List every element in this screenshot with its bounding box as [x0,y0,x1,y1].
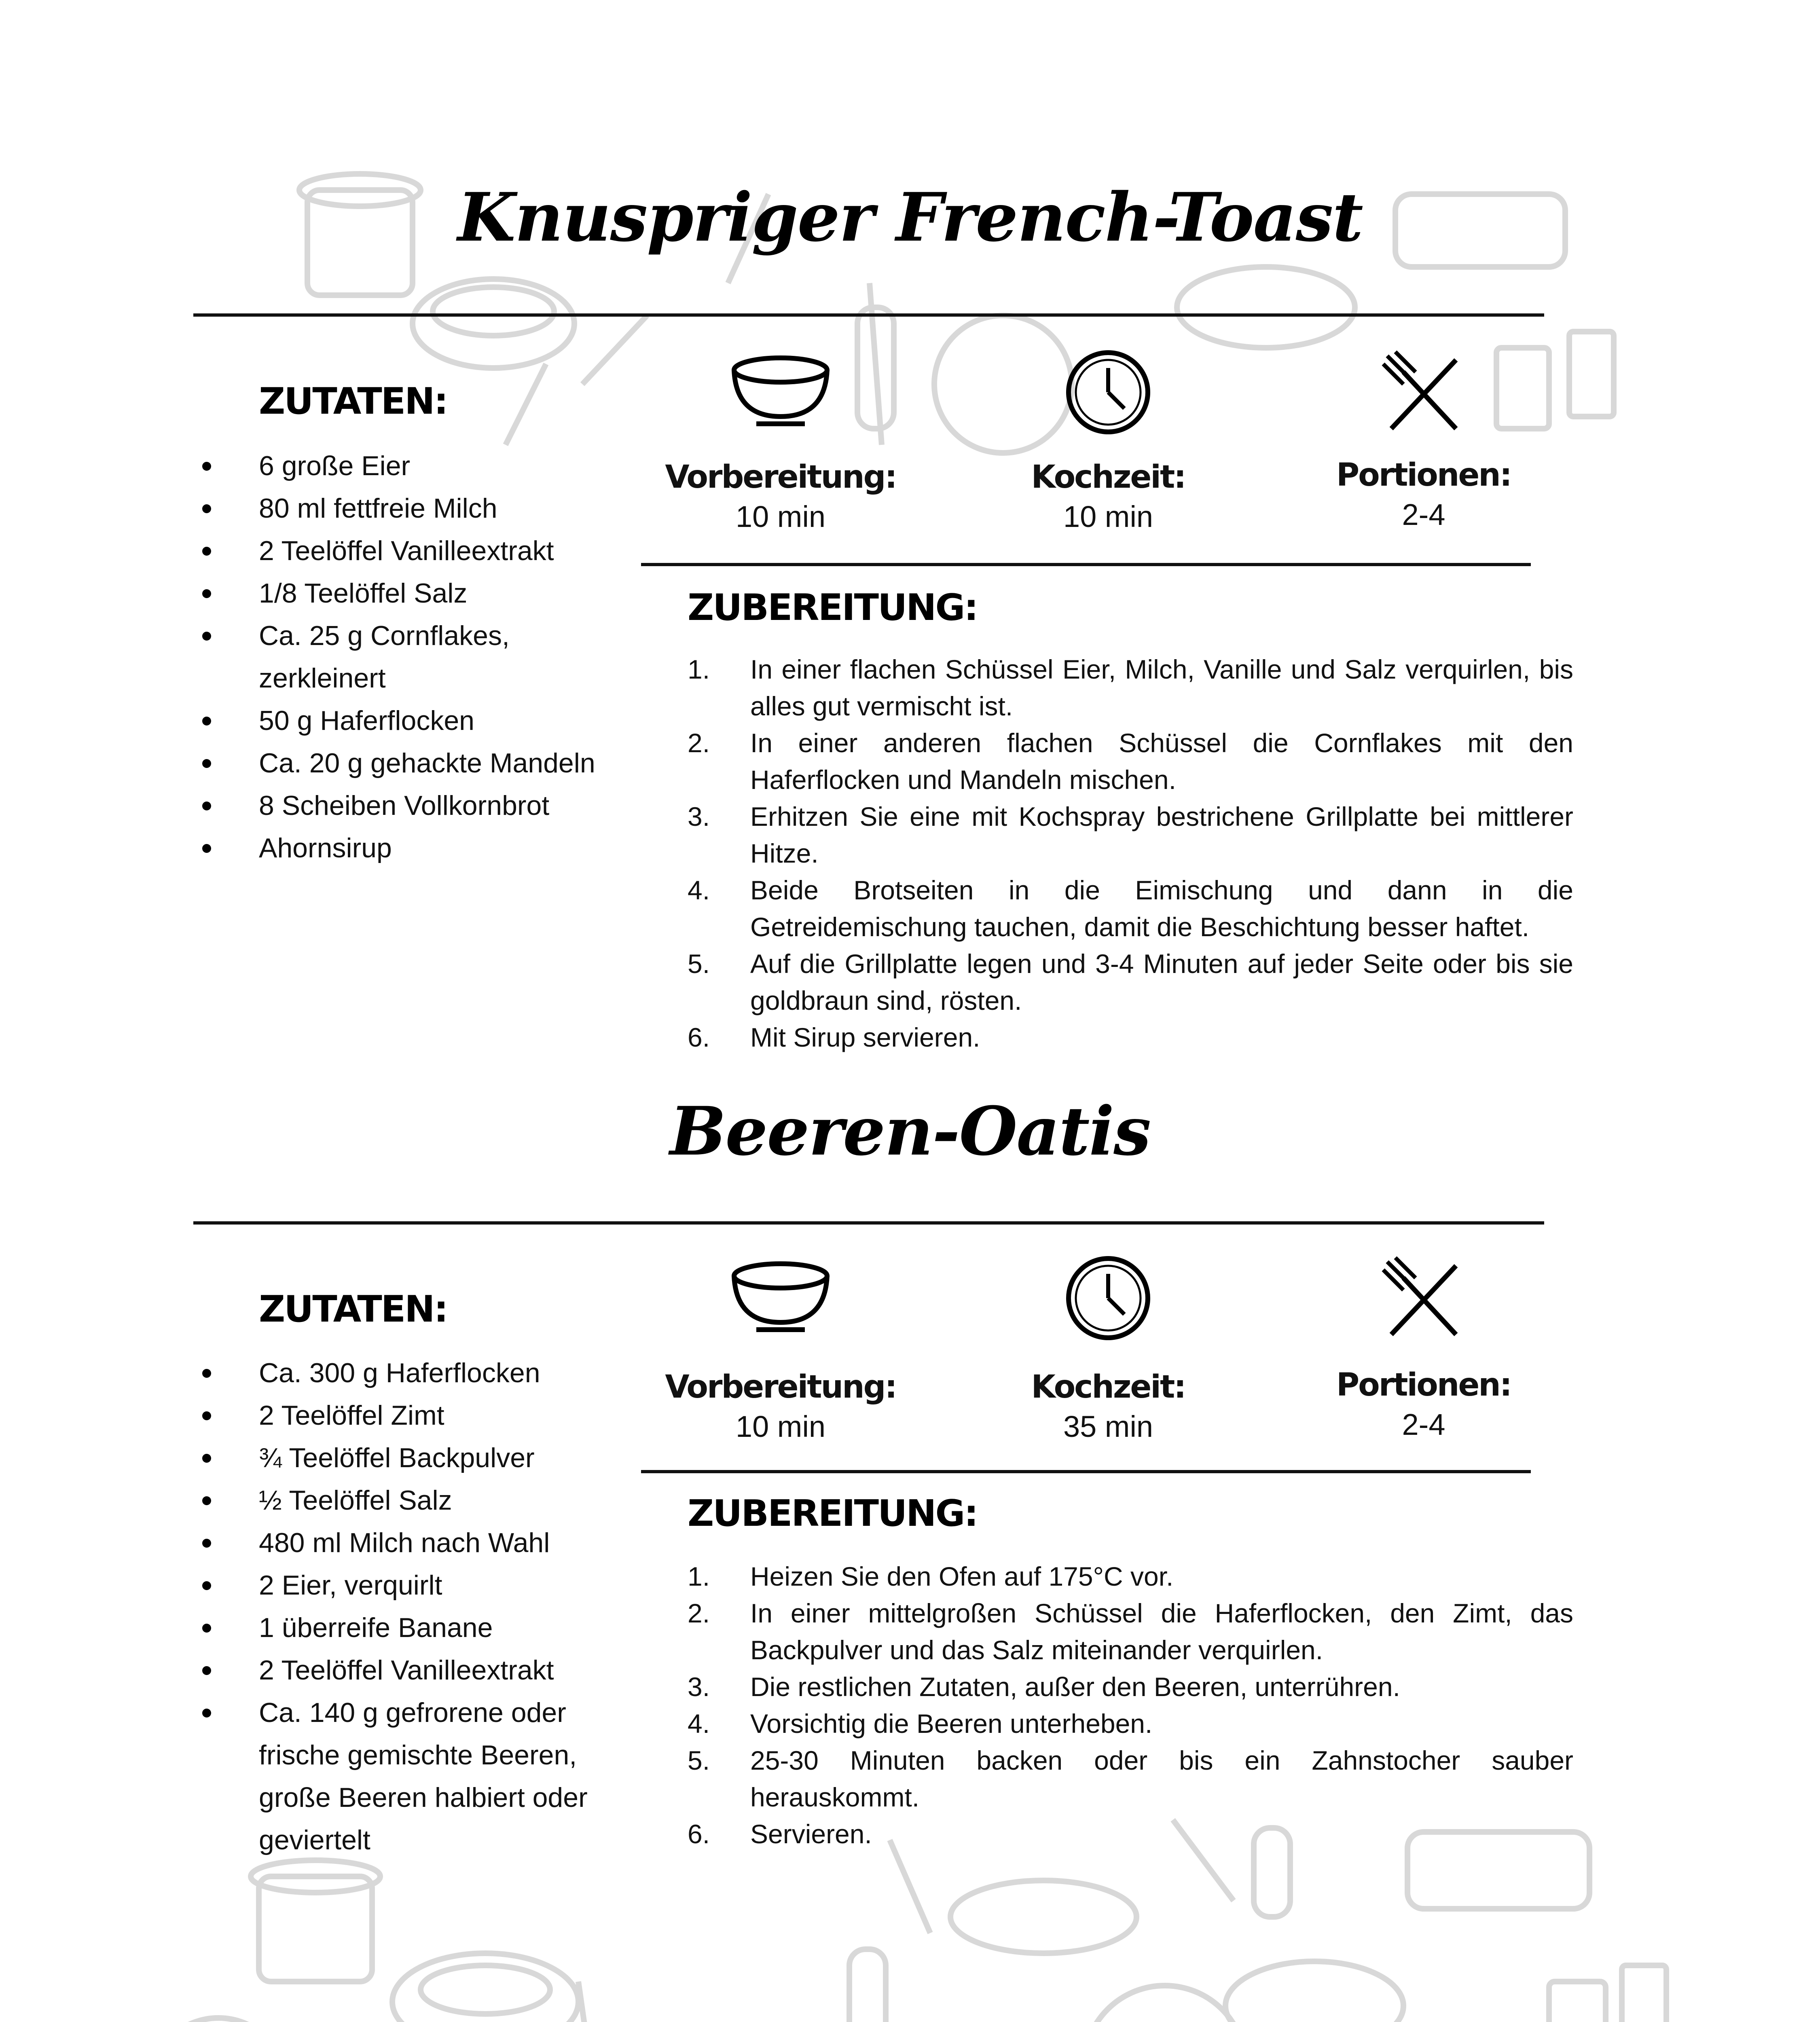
step-item [688,1595,1573,1669]
ingredient-item: 2 Teelöffel Zimt [259,1394,639,1437]
servings-label: Portionen: [1336,1367,1511,1403]
step-item [688,1669,1573,1705]
step-item [688,1816,1573,1853]
step-number: 6. [688,1819,710,1849]
ingredients-list [259,445,639,869]
ingredient-item: 1 überreife Banane [259,1607,639,1649]
step-text: In einer anderen flachen Schüssel die Cornflakes mit den Haferflocken und Mandeln mischen. [750,728,1573,795]
servings-value: 2-4 [1402,498,1445,531]
step-text: Heizen Sie den Ofen auf 175°C vor. [750,1561,1174,1591]
step-item [688,798,1573,872]
cook-value: 10 min [1063,500,1153,533]
ingredient-item: 6 große Eier [259,445,639,487]
step-number: 2. [688,728,710,758]
step-text: Servieren. [750,1819,872,1849]
step-item [688,725,1573,798]
step-number: 1. [688,1561,710,1591]
step-item [688,1558,1573,1595]
step-item [688,1742,1573,1816]
clock-icon [1064,1254,1153,1343]
step-text: Vorsichtig die Beeren unterheben. [750,1709,1153,1739]
prep-value: 10 min [735,1410,826,1443]
step-text: 25-30 Minuten backen oder bis ein Zahnstocher sauber herauskommt. [750,1745,1573,1812]
step-text: Erhitzen Sie eine mit Kochspray bestrichene Grillplatte bei mittlerer Hitze. [750,802,1573,868]
ingredient-item: Ca. 25 g Cornflakes, zerkleinert [259,615,639,700]
ingredient-item: 480 ml Milch nach Wahl [259,1522,639,1564]
recipe-title: Knuspriger French-Toast [457,178,1363,256]
fork-knife-icon [1379,348,1468,437]
steps-list [688,1558,1573,1853]
step-number: 4. [688,1709,710,1739]
ingredients-heading: ZUTATEN: [259,380,447,423]
ingredient-item: 8 Scheiben Vollkornbrot [259,785,639,827]
servings [1282,1254,1565,1441]
ingredient-item: ½ Teelöffel Salz [259,1479,639,1522]
ingredient-item: Ca. 140 g gefrorene oder frische gemischte Beeren, große Beeren halbiert oder geviertelt [259,1692,639,1861]
servings-value: 2-4 [1402,1408,1445,1441]
ingredient-item: 1/8 Teelöffel Salz [259,572,639,615]
ingredient-item: 2 Teelöffel Vanilleextrakt [259,1649,639,1692]
title-divider [193,1221,1544,1225]
ingredient-item: 50 g Haferflocken [259,700,639,742]
ingredients-heading: ZUTATEN: [259,1288,447,1330]
recipe-stats [639,1254,1541,1443]
fork-knife-icon [1379,1254,1468,1343]
step-text: In einer flachen Schüssel Eier, Milch, Vanille und Salz verquirlen, bis alles gut vermischt ist. [750,654,1573,721]
cook-value: 35 min [1063,1410,1153,1443]
prep-label: Vorbereitung: [665,1369,896,1405]
step-number: 2. [688,1598,710,1628]
step-item [688,651,1573,725]
clock-icon [1064,348,1153,437]
prep-time [639,1254,922,1443]
cook-label: Kochzeit: [1031,459,1185,495]
step-item [688,945,1573,1019]
step-number: 5. [688,1745,710,1775]
ingredient-item: 2 Eier, verquirlt [259,1564,639,1607]
title-divider [193,313,1544,317]
ingredient-item: Ahornsirup [259,827,639,869]
prep-time [639,348,922,533]
step-number: 4. [688,875,710,905]
step-number: 3. [688,802,710,831]
steps-heading: ZUBEREITUNG: [688,1492,978,1535]
step-item [688,1019,1573,1056]
step-number: 6. [688,1022,710,1052]
ingredient-item: ¾ Teelöffel Backpulver [259,1437,639,1479]
step-number: 5. [688,949,710,979]
bowl-icon [728,1254,833,1335]
step-text: Auf die Grillplatte legen und 3-4 Minuten auf jeder Seite oder bis sie goldbraun sind, rösten. [750,949,1573,1015]
prep-label: Vorbereitung: [665,459,896,495]
steps-list [688,651,1573,1056]
step-text: Mit Sirup servieren. [750,1022,980,1052]
recipe-title: Beeren-Oatis [669,1092,1151,1170]
stats-divider [641,1470,1531,1473]
steps-heading: ZUBEREITUNG: [688,586,978,629]
cook-label: Kochzeit: [1031,1369,1185,1405]
recipe-stats [639,348,1541,533]
stats-divider [641,563,1531,566]
step-text: Beide Brotseiten in die Eimischung und dann in die Getreidemischung tauchen, damit die Beschichtung besser haftet. [750,875,1573,942]
step-text: Die restlichen Zutaten, außer den Beeren, unterrühren. [750,1672,1400,1702]
step-item [688,1705,1573,1742]
step-text: In einer mittelgroßen Schüssel die Haferflocken, den Zimt, das Backpulver und das Salz miteinander verquirlen. [750,1598,1573,1665]
ingredient-item: Ca. 20 g gehackte Mandeln [259,742,639,785]
servings [1282,348,1565,531]
bowl-icon [728,348,833,429]
step-number: 3. [688,1672,710,1702]
cook-time [967,348,1250,533]
ingredient-item: Ca. 300 g Haferflocken [259,1352,639,1394]
ingredient-item: 2 Teelöffel Vanilleextrakt [259,530,639,572]
ingredients-list [259,1352,639,1861]
step-number: 1. [688,654,710,684]
ingredient-item: 80 ml fettfreie Milch [259,487,639,530]
prep-value: 10 min [735,500,826,533]
servings-label: Portionen: [1336,457,1511,493]
cook-time [967,1254,1250,1443]
step-item [688,872,1573,945]
